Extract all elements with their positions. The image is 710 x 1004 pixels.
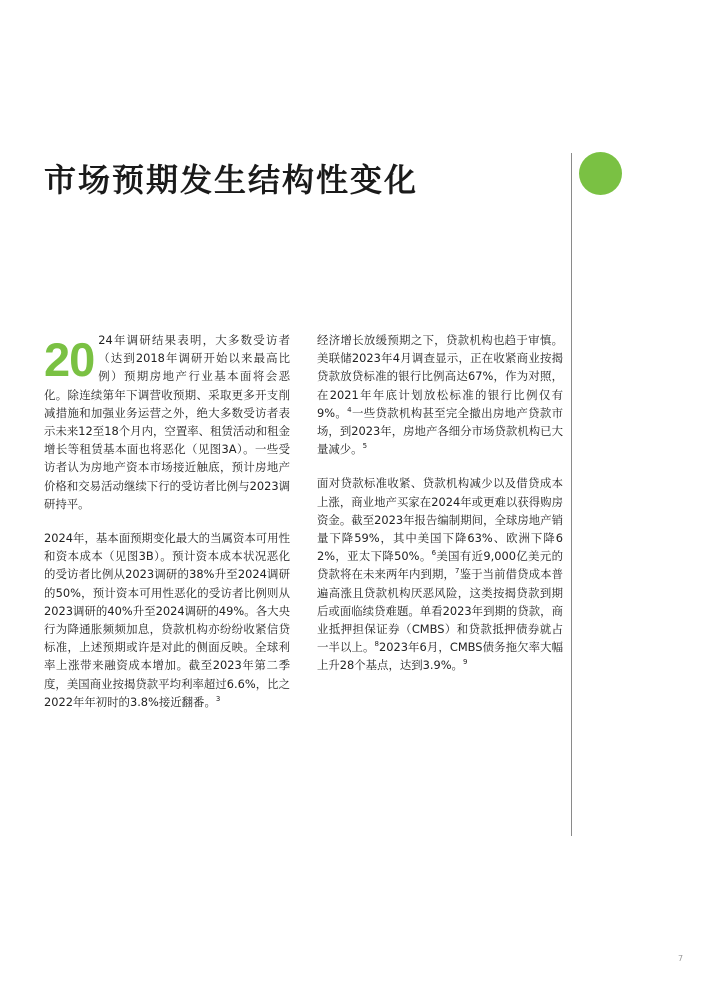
lending-paragraph (317, 331, 563, 458)
right-column (317, 331, 563, 691)
dropcap: 20 (44, 333, 95, 386)
footnote-ref[interactable]: 3 (215, 695, 221, 704)
footnote-ref[interactable]: 9 (462, 658, 468, 667)
footnote-ref[interactable]: 6 (431, 549, 437, 558)
footnote-ref[interactable]: 4 (347, 406, 352, 415)
intro-paragraph (44, 331, 290, 513)
page-title: 市场预期发生结构性变化 (44, 161, 419, 199)
intro-text: 24年调研结果表明，大多数受访者（达到2018年调研开始以来最高比例）预期房地产行业基本面将会恶化。除连续第年下调营收预期、采取更多开支削减措施和加强业务运营之外，绝大多数受访者表示未来12至18个月内，空置率、租赁活动和租金增长等租赁基本面也将恶化（见图3A）。一些受访者认为房地产资本市场接近触底，预计房地产价格和交易活动继续下行的受访者比例与2023调研持平。 (44, 333, 290, 511)
financing-text-d: 2023年6月，CMBS债务拖欠率大幅上升28个基点，达到3.9%。 (317, 640, 563, 673)
page-number: 7 (678, 954, 684, 963)
financing-text-b: 美国有近9,000亿美元的贷款将在未来两年内到期， (317, 549, 563, 582)
lending-text-b: 一些贷款机构甚至完全撤出房地产贷款市场，到2023年，房地产各细分市场贷款机构已大量减少。 (317, 405, 563, 457)
capital-paragraph (44, 529, 290, 711)
financing-text-c: 鉴于当前借贷成本普遍高涨且贷款机构厌恶风险，这类按揭贷款到期后或面临续贷难题。单看2023年到期的贷款，商业抵押担保证券（CMBS）和贷款抵押债券就占一半以上。 (317, 567, 563, 655)
footnote-ref[interactable]: 8 (374, 640, 379, 649)
left-column (44, 331, 290, 727)
financing-paragraph (317, 474, 563, 674)
footnote-ref[interactable]: 5 (362, 442, 368, 451)
capital-text: 2024年，基本面预期变化最大的当属资本可用性和资本成本（见图3B）。预计资本成本状况恶化的受访者比例从2023调研的38%升至2024调研的50%，预计资本可用性恶化的受访者比例则从2023调研的40%升至2024调研的49%。各大央行为降通胀频频加息，贷款机构亦纷纷收紧信贷标准，上述预期或许是对此的侧面反映。全球利率上涨带来融资成本增加。截至2023年第二季度，美国商业按揭贷款平均利率超过6.6%，比之2022年年初时的3.8%接近翻番。 (44, 531, 290, 709)
vertical-divider (571, 153, 572, 836)
green-circle-icon (579, 152, 622, 195)
financing-text-a: 面对贷款标准收紧、贷款机构减少以及借贷成本上涨，商业地产买家在2024年或更难以获得购房资金。截至2023年报告编制期间，全球房地产销量下降59%，其中美国下降63%、欧洲下降62%，亚太下降50%。 (317, 476, 563, 564)
lending-text-a: 经济增长放缓预期之下，贷款机构也趋于审慎。美联储2023年4月调查显示，正在收紧商业按揭贷款放贷标准的银行比例高达67%，作为对照，在2021年年底计划放松标准的银行比例仅有9%。 (317, 333, 563, 420)
footnote-ref[interactable]: 7 (455, 567, 460, 576)
